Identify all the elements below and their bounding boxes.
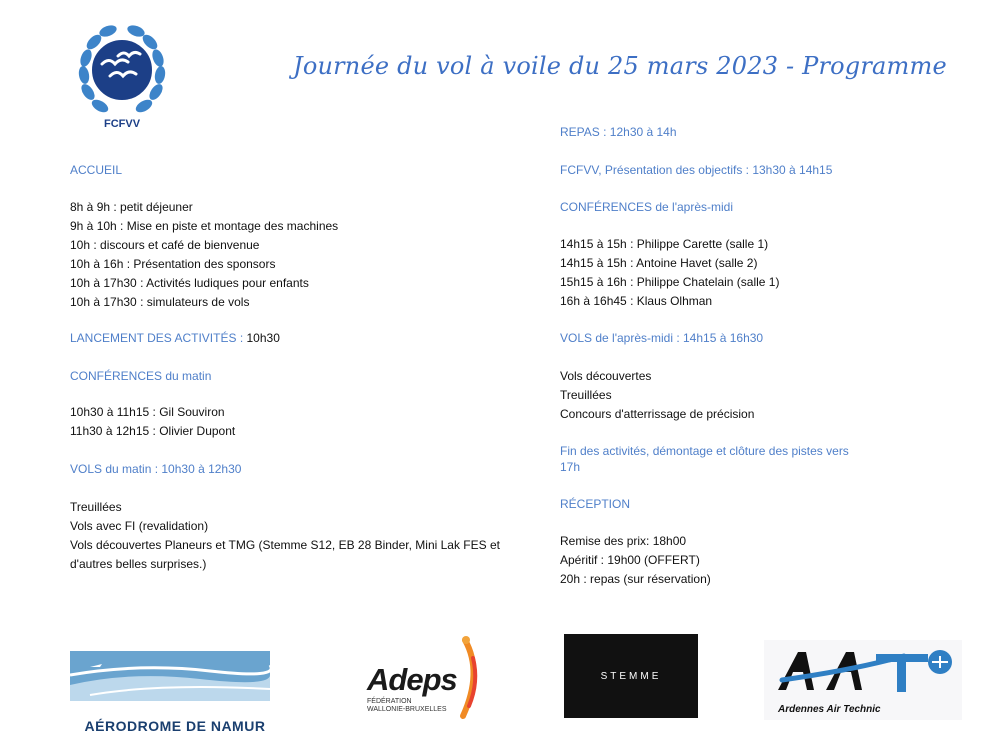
- list-item: 9h à 10h : Mise en piste et montage des machines: [70, 219, 339, 233]
- list-item: Remise des prix: 18h00: [560, 534, 687, 548]
- aat-monogram-icon: [764, 640, 962, 704]
- reception-list: [560, 532, 711, 589]
- conf-aprem-heading: CONFÉRENCES de l'après-midi: [560, 200, 733, 214]
- list-item: Vols avec FI (revalidation): [70, 519, 209, 533]
- aerodrome-namur-logo: [70, 645, 280, 734]
- runway-waves-icon: [70, 645, 280, 707]
- list-item: 14h15 à 15h : Antoine Havet (salle 2): [560, 256, 758, 270]
- fcfvv-logo: [72, 20, 172, 135]
- accueil-list: [70, 198, 338, 312]
- laurel-emblem-icon: [72, 20, 172, 120]
- reception-heading: RÉCEPTION: [560, 497, 631, 511]
- list-item: 10h30 à 11h15 : Gil Souviron: [70, 405, 225, 419]
- list-item: 8h à 9h : petit déjeuner: [70, 200, 193, 214]
- accueil-heading: ACCUEIL: [70, 163, 123, 177]
- vols-aprem-heading: VOLS de l'après-midi : 14h15 à 16h30: [560, 331, 764, 345]
- lancement-label: LANCEMENT DES ACTIVITÉS :: [70, 331, 244, 345]
- logo-label: FCFVV: [103, 118, 141, 130]
- vols-aprem-list: [560, 367, 754, 424]
- presentation-heading: FCFVV, Présentation des objectifs : 13h30 à 14h15: [560, 163, 833, 177]
- aerodrome-label: AÉRODROME DE NAMUR: [84, 718, 266, 734]
- fin-heading: Fin des activités, démontage et clôture des pistes vers 17h: [560, 444, 849, 474]
- vols-matin-heading: VOLS du matin : 10h30 à 12h30: [70, 462, 242, 476]
- list-item: 10h à 17h30 : Activités ludiques pour enfants: [70, 276, 309, 290]
- list-item: 20h : repas (sur réservation): [560, 572, 711, 586]
- adeps-wordmark-text: Adeps: [367, 662, 457, 697]
- list-item: Treuillées: [560, 388, 612, 402]
- ardennes-air-technic-logo: [764, 640, 962, 720]
- stemme-logo: [564, 634, 698, 718]
- adeps-wordmark: [367, 662, 457, 698]
- page-title: Journée du vol à voile du 25 mars 2023 - Programme: [293, 52, 947, 80]
- list-item: 15h15 à 16h : Philippe Chatelain (salle 1): [560, 275, 780, 289]
- repas-heading: REPAS : 12h30 à 14h: [560, 125, 677, 139]
- list-item: 16h à 16h45 : Klaus Olhman: [560, 294, 713, 308]
- adeps-logo: [365, 632, 490, 727]
- list-item: 10h à 17h30 : simulateurs de vols: [70, 295, 250, 309]
- list-item: 11h30 à 12h15 : Olivier Dupont: [70, 424, 236, 438]
- list-item: Vols découvertes: [560, 369, 652, 383]
- list-item: Vols découvertes Planeurs et TMG (Stemme S12, EB 28 Binder, Mini Lak FES et d'autres belles surprises.): [70, 538, 500, 571]
- lancement-heading: [70, 331, 280, 345]
- conf-matin-heading: CONFÉRENCES du matin: [70, 369, 212, 383]
- conf-matin-list: [70, 403, 235, 441]
- list-item: 10h à 16h : Présentation des sponsors: [70, 257, 276, 271]
- list-item: 14h15 à 15h : Philippe Carette (salle 1): [560, 237, 769, 251]
- list-item: Apéritif : 19h00 (OFFERT): [560, 553, 700, 567]
- stemme-label: STEMME: [600, 671, 662, 682]
- list-item: 10h : discours et café de bienvenue: [70, 238, 260, 252]
- adeps-subtitle-line-1: FÉDÉRATION: [367, 698, 412, 705]
- list-item: Treuillées: [70, 500, 122, 514]
- vols-matin-list: [70, 498, 500, 574]
- adeps-subtitle: [367, 698, 447, 714]
- aat-label: Ardennes Air Technic: [778, 704, 881, 715]
- conf-aprem-list: [560, 235, 779, 311]
- adeps-subtitle-line-2: WALLONIE-BRUXELLES: [367, 706, 447, 713]
- list-item: Concours d'atterrissage de précision: [560, 407, 755, 421]
- lancement-time: 10h30: [246, 331, 280, 345]
